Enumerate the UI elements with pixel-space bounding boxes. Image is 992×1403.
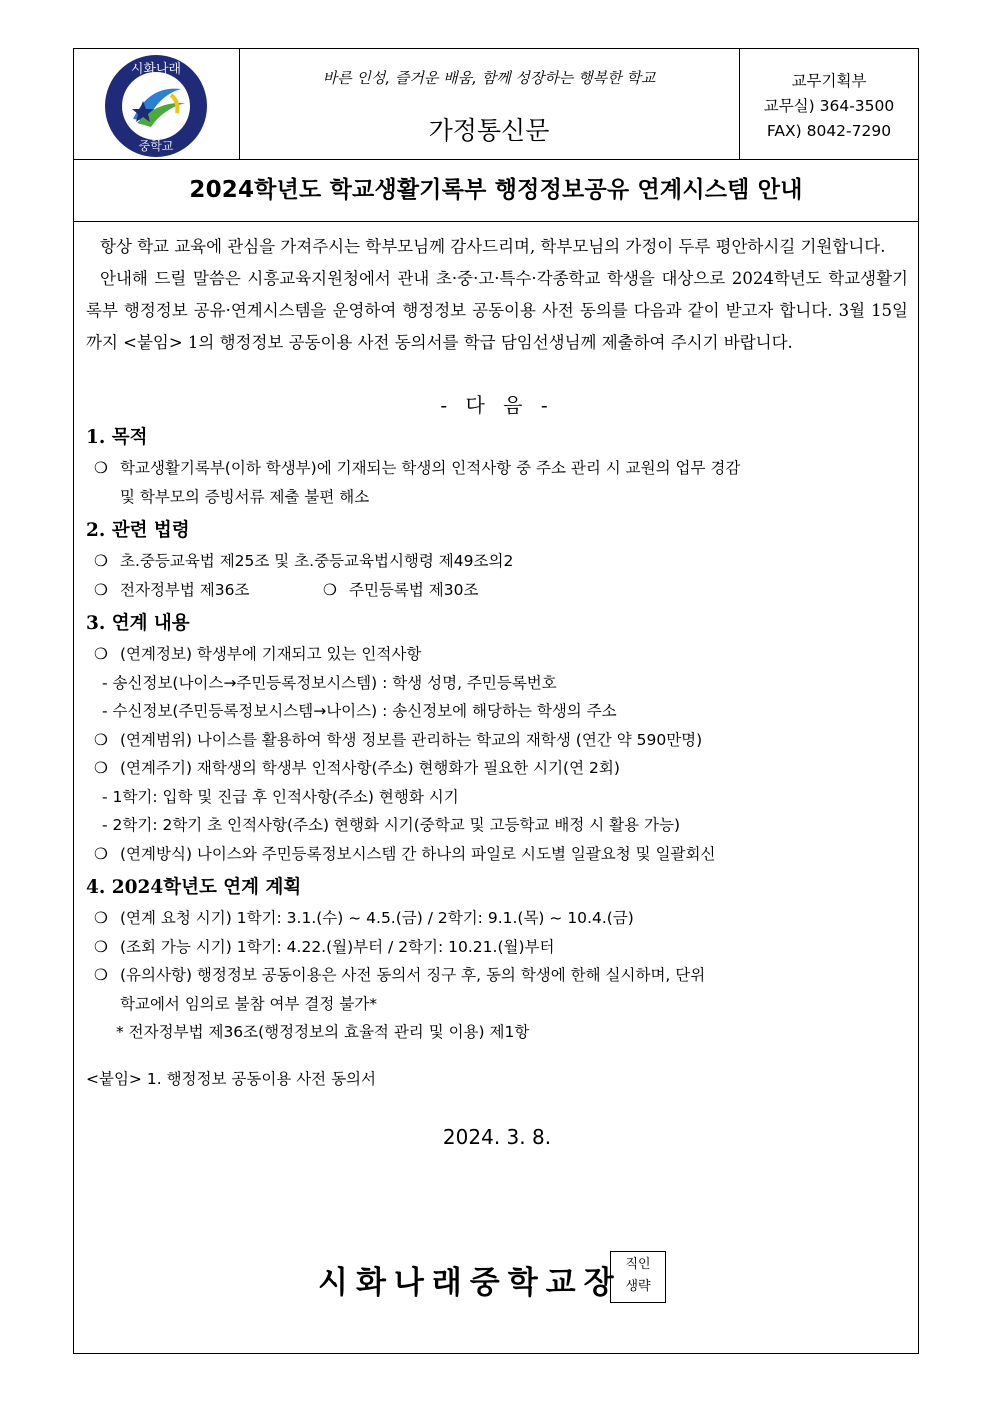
item-text: (연계방식) 나이스와 주민등록정보시스템 간 하나의 파일로 시도별 일괄요청 및 일괄회신 [120,844,716,863]
header-table [74,49,918,160]
list-item [86,640,908,669]
header-contact-cell [740,49,918,159]
newsletter-page [73,48,919,1354]
fax-number: FAX) 8042-7290 [766,122,892,140]
bullet-icon: ❍ [94,459,108,477]
stamp-text: 직인 [625,1257,651,1272]
item-text: 학교생활기록부(이하 학생부)에 기재되는 학생의 인적사항 중 주소 관리 시 교원의 업무 경감 [120,459,741,477]
bullet-icon: ❍ [94,552,108,570]
section-heading-plan: 4. 2024학년도 연계 계획 [86,877,302,898]
list-item [86,454,908,483]
list-item [86,754,908,783]
newsletter-title: 가정통신문 [428,116,550,145]
document-body [86,231,908,1149]
official-seal-box [610,1251,666,1303]
bullet-icon: ❍ [94,909,108,927]
list-item [86,726,908,755]
bullet-icon: ❍ [94,937,108,956]
department-name: 교무기획부 [791,72,867,90]
item-text: (연계범위) 나이스를 활용하여 학생 정보를 관리하는 학교의 재학생 (연간 약 590만명) [120,730,703,749]
list-item [86,576,908,605]
sub-item: - 1학기: 입학 및 진급 후 인적사항(주소) 현행화 시기 [102,787,459,806]
title-row [74,159,918,222]
section-heading-purpose: 1. 목적 [86,427,148,448]
bullet-icon: ❍ [94,730,108,749]
school-motto: 바른 인성, 즐거운 배움, 함께 성장하는 행복한 학교 [322,69,656,87]
dagum-heading: - 다 음 - [440,393,554,417]
list-item [86,840,908,869]
list-item [86,547,908,576]
intro-paragraph: 안내해 드릴 말씀은 시흥교육지원청에서 관내 초·중·고·특수·각종학교 학생을 대상으로 2024학년도 학교생활기록부 행정정보 공유·연계시스템을 운영하여 행정정보 공동이용 사전 동의를 다음과 같이 받고자 합니다. 3월 15일까지 <붙임> 1의 행정정보 공동이용 사전 동의서를 학급 담임선생님께 제출하여 주시기 바랍니다. [86,269,908,352]
bullet-icon: ❍ [323,580,337,599]
item-text: 전자정부법 제36조 [120,580,250,599]
office-phone: 교무실) 364-3500 [763,97,895,115]
item-text: (연계주기) 재학생의 학생부 인적사항(주소) 현행화가 필요한 시기(연 2회) [120,759,620,777]
bullet-icon: ❍ [94,966,108,984]
issue-date: 2024. 3. 8. [442,1124,552,1149]
item-text: (조회 가능 시기) 1학기: 4.22.(월)부터 / 2학기: 10.21.(월)부터 [120,937,555,956]
item-text: (유의사항) 행정정보 공동이용은 사전 동의서 징구 후, 동의 학생에 한해 실시하며, 단위 [120,966,706,984]
sub-item: - 수신정보(주민등록정보시스템→나이스) : 송신정보에 해당하는 학생의 주소 [102,702,617,720]
item-text: 주민등록법 제30조 [349,580,479,599]
list-item-continuation: 학교에서 임의로 불참 여부 결정 불가* [120,994,377,1013]
sub-item: - 2학기: 2학기 초 인적사항(주소) 현행화 시기(중학교 및 고등학교 배정 시 활용 가능) [102,816,681,834]
logo-bottom-text: 중학교 [138,139,174,153]
intro-paragraph: 항상 학교 교육에 관심을 가져주시는 학부모님께 감사드리며, 학부모님의 가정이 두루 평안하시길 기원합니다. [100,237,886,256]
bullet-icon: ❍ [94,844,108,863]
school-logo-icon [101,51,211,161]
document-title: 2024학년도 학교생활기록부 행정정보공유 연계시스템 안내 [189,177,803,203]
logo-top-text: 시화나래 [130,62,182,77]
section-heading-laws: 2. 관련 법령 [86,520,190,541]
bullet-icon: ❍ [94,580,108,599]
bullet-icon: ❍ [94,645,108,663]
signature-row [74,1245,918,1307]
sub-item: - 송신정보(나이스→주민등록정보시스템) : 학생 성명, 주민등록번호 [102,673,557,692]
attachment-note: <붙임> 1. 행정정보 공동이용 사전 동의서 [86,1069,376,1088]
item-text: (연계정보) 학생부에 기재되고 있는 인적사항 [120,645,422,663]
item-text: (연계 요청 시기) 1학기: 3.1.(수) ~ 4.5.(금) / 2학기: 9.1.(목) ~ 10.4.(금) [120,909,634,927]
list-item [86,904,908,933]
item-text: 초.중등교육법 제25조 및 초.중등교육법시행령 제49조의2 [120,552,514,570]
list-item [86,961,908,990]
footnote: * 전자정부법 제36조(행정정보의 효율적 관리 및 이용) 제1항 [116,1023,530,1041]
principal-signature: 시화나래중학교장 [318,1265,622,1301]
stamp-text: 생략 [625,1279,651,1294]
intro [86,231,908,359]
logo-cell [74,49,240,159]
section-heading-content: 3. 연계 내용 [86,613,190,634]
header-middle-cell [239,49,740,159]
list-item [86,933,908,962]
bullet-icon: ❍ [94,759,108,777]
list-item-continuation: 및 학부모의 증빙서류 제출 불편 해소 [120,487,370,506]
